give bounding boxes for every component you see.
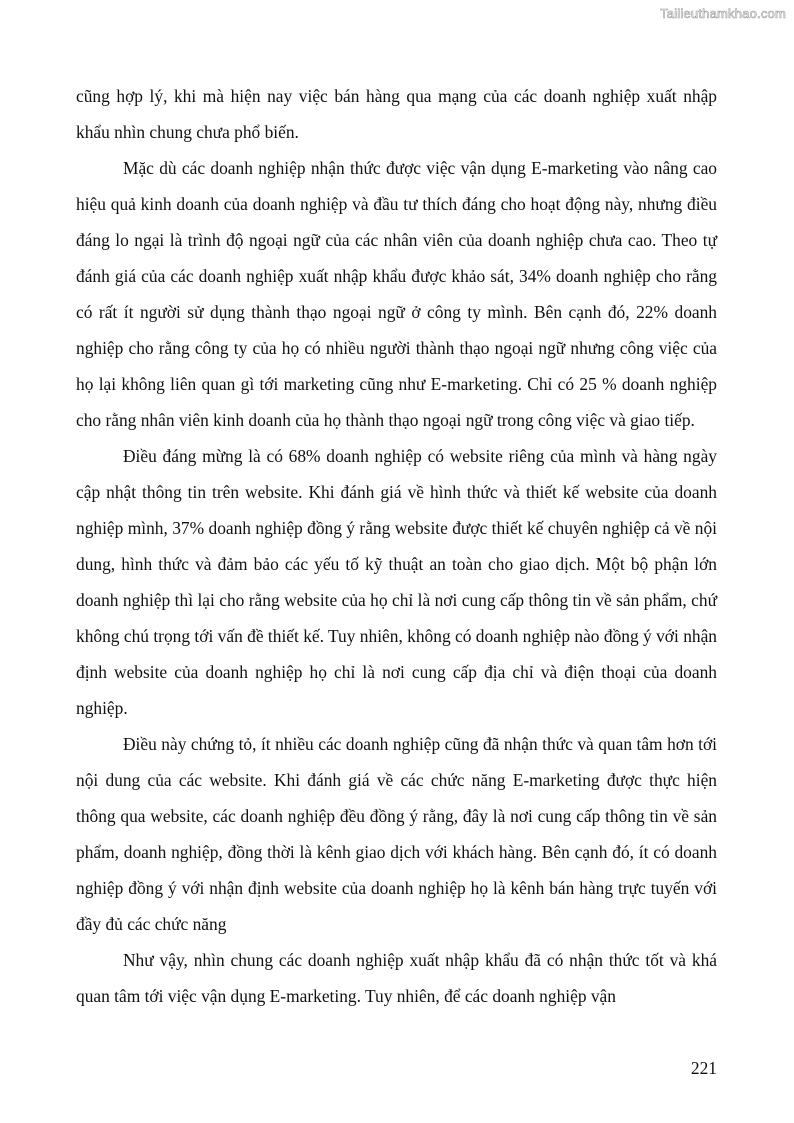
page-body xyxy=(76,78,717,1014)
page-number: 221 xyxy=(690,1058,717,1078)
paragraph-website-design: Điều đáng mừng là có 68% doanh nghiệp có website riêng của mình và hàng ngày cập nhật thông tin trên website. Khi đánh giá về hình thức và thiết kế website của doanh nghiệp mình, 37% doanh nghiệp đồng ý rằng website được thiết kế chuyên nghiệp cả về nội dung, hình thức và đảm bảo các yếu tố kỹ thuật an toàn cho giao dịch. Một bộ phận lớn doanh nghiệp thì lại cho rằng website của họ chỉ là nơi cung cấp thông tin về sản phẩm, chứ không chú trọng tới vấn đề thiết kế. Tuy nhiên, không có doanh nghiệp nào đồng ý với nhận định website của doanh nghiệp họ chỉ là nơi cung cấp địa chỉ và điện thoại của doanh nghiệp. xyxy=(76,446,717,718)
paragraph-conclusion: Như vậy, nhìn chung các doanh nghiệp xuất nhập khẩu đã có nhận thức tốt và khá quan tâm tới việc vận dụng E-marketing. Tuy nhiên, để các doanh nghiệp vận xyxy=(76,950,717,1006)
paragraph-website-functions: Điều này chứng tỏ, ít nhiều các doanh nghiệp cũng đã nhận thức và quan tâm hơn tới nội dung của các website. Khi đánh giá về các chức năng E-marketing được thực hiện thông qua website, các doanh nghiệp đều đồng ý rằng, đây là nơi cung cấp thông tin về sản phẩm, doanh nghiệp, đồng thời là kênh giao dịch với khách hàng. Bên cạnh đó, ít có doanh nghiệp đồng ý với nhận định website của doanh nghiệp họ là kênh bán hàng trực tuyến với đầy đủ các chức năng xyxy=(76,734,717,934)
paragraph-continuation: cũng hợp lý, khi mà hiện nay việc bán hàng qua mạng của các doanh nghiệp xuất nhập khẩu nhìn chung chưa phổ biến. xyxy=(76,86,717,142)
paragraph-foreign-language-skills: Mặc dù các doanh nghiệp nhận thức được việc vận dụng E-marketing vào nâng cao hiệu quả kinh doanh của doanh nghiệp và đầu tư thích đáng cho hoạt động này, nhưng điều đáng lo ngại là trình độ ngoại ngữ của các nhân viên của doanh nghiệp chưa cao. Theo tự đánh giá của các doanh nghiệp xuất nhập khẩu được khảo sát, 34% doanh nghiệp cho rằng có rất ít người sử dụng thành thạo ngoại ngữ ở công ty mình. Bên cạnh đó, 22% doanh nghiệp cho rằng công ty của họ có nhiều người thành thạo ngoại ngữ nhưng công việc của họ lại không liên quan gì tới marketing cũng như E-marketing. Chỉ có 25 % doanh nghiệp cho rằng nhân viên kinh doanh của họ thành thạo ngoại ngữ trong công việc và giao tiếp. xyxy=(76,158,717,430)
watermark: Tailieuthamkhao.com xyxy=(660,6,786,21)
